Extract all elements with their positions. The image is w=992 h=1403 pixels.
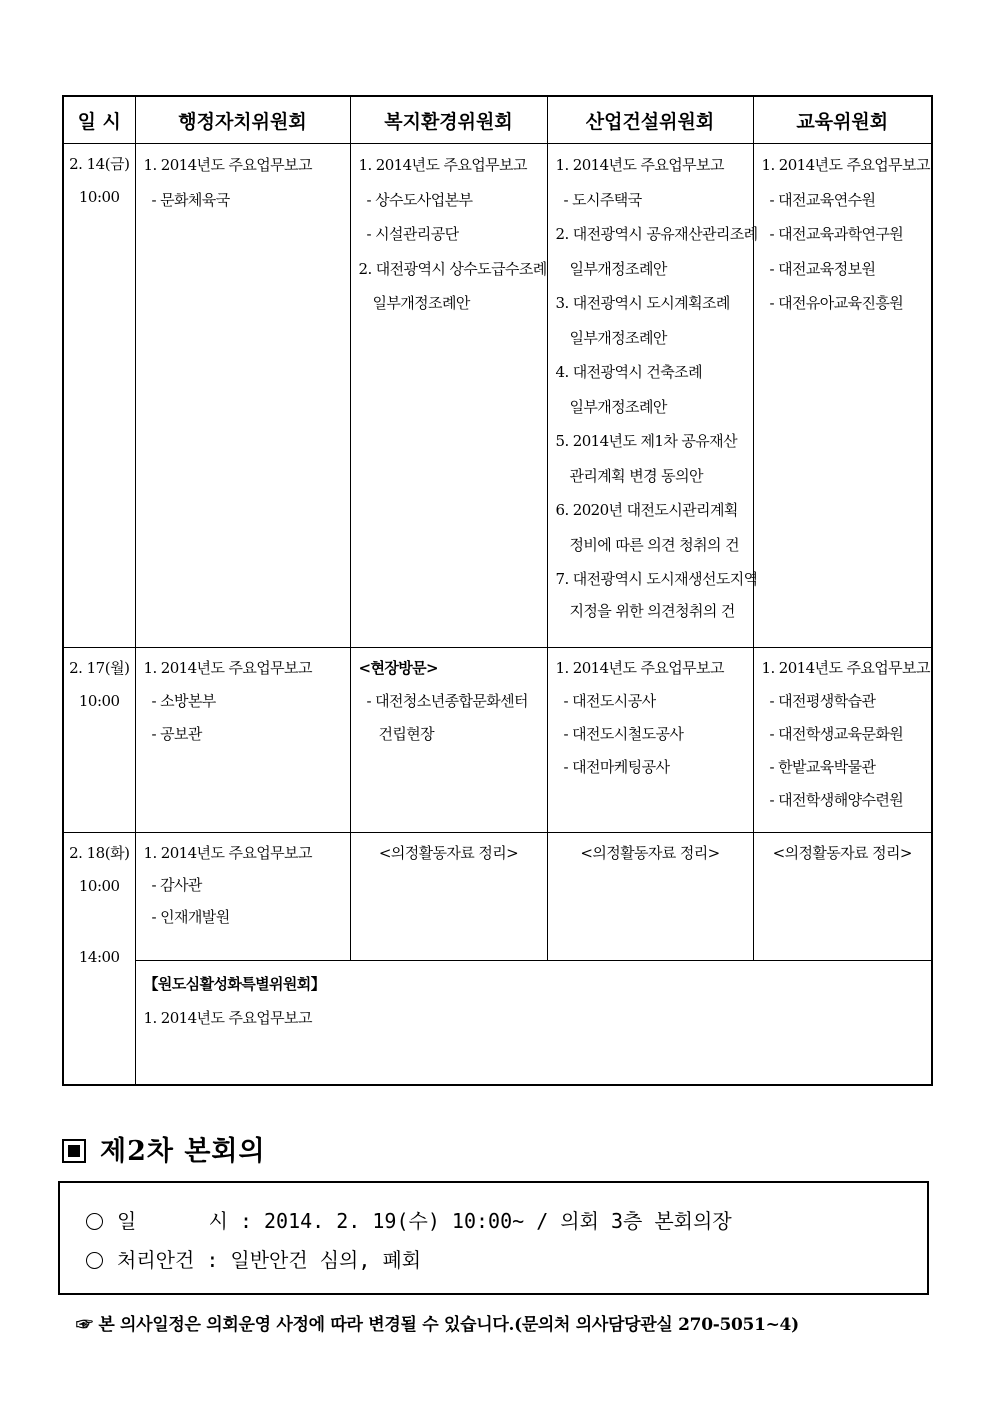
header-date: 일 시	[63, 96, 135, 144]
time: 10:00	[78, 692, 120, 710]
agenda-item: 5. 2014년도 제1차 공유재산	[555, 432, 737, 450]
agenda-item: 2. 대전광역시 상수도급수조례	[358, 259, 547, 278]
agenda-subitem: - 대전교육연수원	[769, 190, 876, 209]
time: 10:00	[78, 877, 120, 895]
agenda-subitem: - 대전청소년종합문화센터	[366, 692, 528, 710]
agenda-subitem: - 대전도시공사	[563, 692, 656, 710]
agenda-item: 1. 2014년도 주요업무보고	[555, 659, 724, 677]
agenda-item: 1. 2014년도 주요업무보고	[143, 844, 312, 862]
agenda-subitem: - 대전유아교육진흥원	[769, 294, 904, 312]
agenda-subitem: - 대전도시철도공사	[563, 725, 684, 743]
agenda-subitem: - 한밭교육박물관	[769, 758, 876, 776]
agenda-item: 4. 대전광역시 건축조례	[555, 363, 702, 381]
agenda-cell	[753, 648, 932, 833]
plenary-date-value: : 2014. 2. 19(수) 10:00~ / 의회 3층 본회의장	[239, 1209, 732, 1233]
agenda-item-cont: 일부개정조례안	[372, 294, 470, 312]
agenda-item-cont: 일부개정조례안	[569, 328, 667, 347]
agenda-item-cont: 관리계획 변경 동의안	[569, 466, 703, 485]
time: 10:00	[78, 188, 120, 206]
agenda-item: 1. 2014년도 주요업무보고	[143, 156, 312, 174]
agenda-subitem: - 대전학생교육문화원	[769, 725, 904, 743]
agenda-item: 1. 2014년도 주요업무보고	[555, 156, 724, 174]
agenda-item-cont: 건립현장	[378, 725, 435, 743]
square-bullet-icon	[62, 1139, 86, 1163]
date: 2. 18(화)	[69, 844, 130, 862]
agenda-cell	[350, 144, 547, 648]
plenary-agenda-row	[86, 1244, 421, 1273]
date-cell	[63, 144, 135, 648]
agenda-subitem: - 대전마케팅공사	[563, 758, 670, 776]
special-committee-cell	[135, 961, 932, 1085]
header-welfare-committee: 복지환경위원회	[350, 96, 547, 144]
agenda-item: 7. 대전광역시 도시재생선도지역	[555, 570, 758, 588]
agenda-subitem: - 상수도사업본부	[366, 190, 473, 209]
header-row	[63, 96, 932, 144]
agenda-item: 1. 2014년도 주요업무보고	[761, 659, 930, 677]
plenary-date-row	[86, 1205, 732, 1234]
agenda-cell	[135, 648, 350, 833]
date-cell	[63, 833, 135, 1085]
agenda-subitem: - 대전학생해양수련원	[769, 791, 904, 809]
agenda-item: 2. 대전광역시 공유재산관리조례	[555, 225, 758, 243]
agenda-item-cont: 일부개정조례안	[569, 397, 667, 416]
agenda-subitem: - 대전교육정보원	[769, 259, 876, 278]
circle-bullet-icon	[86, 1213, 103, 1230]
agenda-item: 1. 2014년도 주요업무보고	[358, 156, 527, 174]
agenda-item-cont: 지정을 위한 의견청취의 건	[569, 601, 735, 620]
schedule-table	[62, 95, 933, 1086]
agenda-subitem: - 대전교육과학연구원	[769, 225, 904, 243]
agenda-item-cont: 정비에 따른 의견 청취의 건	[569, 535, 739, 554]
agenda-cell	[753, 144, 932, 648]
agenda-cell	[135, 833, 350, 961]
agenda-item: 3. 대전광역시 도시계획조례	[555, 294, 730, 312]
agenda-subitem: - 문화체육국	[151, 190, 230, 209]
table-row	[63, 648, 932, 833]
agenda-item: 6. 2020년 대전도시관리계획	[555, 501, 738, 519]
table-row	[63, 144, 932, 648]
header-industry-committee: 산업건설위원회	[547, 96, 753, 144]
site-visit-label: <현장방문>	[358, 659, 438, 677]
plenary-section-title	[62, 1129, 266, 1168]
agenda-cell	[350, 833, 547, 961]
date-cell	[63, 648, 135, 833]
agenda-subitem: - 감사관	[151, 876, 202, 894]
agenda-cell	[547, 144, 758, 648]
footer-note: ☞ 본 의사일정은 의회운영 사정에 따라 변경될 수 있습니다.(문의처 의사담당관실 270-5051~4)	[76, 1315, 799, 1335]
header-admin-committee: 행정자치위원회	[135, 96, 350, 144]
date: 2. 14(금)	[69, 155, 130, 173]
table-row	[63, 833, 932, 961]
header-education-committee: 교육위원회	[753, 96, 932, 144]
document-review-note: <의정활동자료 정리>	[772, 844, 912, 862]
agenda-cell	[547, 648, 753, 833]
agenda-cell	[350, 648, 547, 833]
agenda-cell	[753, 833, 932, 961]
plenary-agenda-value: : 일반안건 심의, 폐회	[206, 1248, 422, 1272]
plenary-title: 제2차 본회의	[100, 1136, 266, 1167]
agenda-cell	[547, 833, 753, 961]
agenda-item: 1. 2014년도 주요업무보고	[143, 1009, 312, 1027]
agenda-item: 1. 2014년도 주요업무보고	[761, 156, 930, 174]
special-committee-title: 【원도심활성화특별위원회】	[143, 975, 326, 993]
agenda-cell	[135, 144, 350, 648]
agenda-subitem: - 소방본부	[151, 692, 216, 710]
document-review-note: <의정활동자료 정리>	[580, 844, 720, 862]
plenary-date-label: 일 시	[117, 1209, 228, 1233]
time-afternoon: 14:00	[78, 948, 120, 966]
plenary-agenda-label: 처리안건	[117, 1248, 195, 1272]
agenda-subitem: - 공보관	[151, 725, 202, 743]
agenda-item: 1. 2014년도 주요업무보고	[143, 659, 312, 677]
agenda-subitem: - 도시주택국	[563, 190, 642, 209]
document-review-note: <의정활동자료 정리>	[378, 844, 519, 862]
date: 2. 17(월)	[69, 659, 130, 677]
table-row	[63, 961, 932, 1085]
agenda-subitem: - 시설관리공단	[366, 225, 459, 243]
circle-bullet-icon	[86, 1252, 103, 1269]
agenda-subitem: - 인재개발원	[151, 908, 230, 926]
plenary-info-box	[58, 1181, 929, 1295]
agenda-subitem: - 대전평생학습관	[769, 692, 876, 710]
agenda-item-cont: 일부개정조례안	[569, 259, 667, 278]
